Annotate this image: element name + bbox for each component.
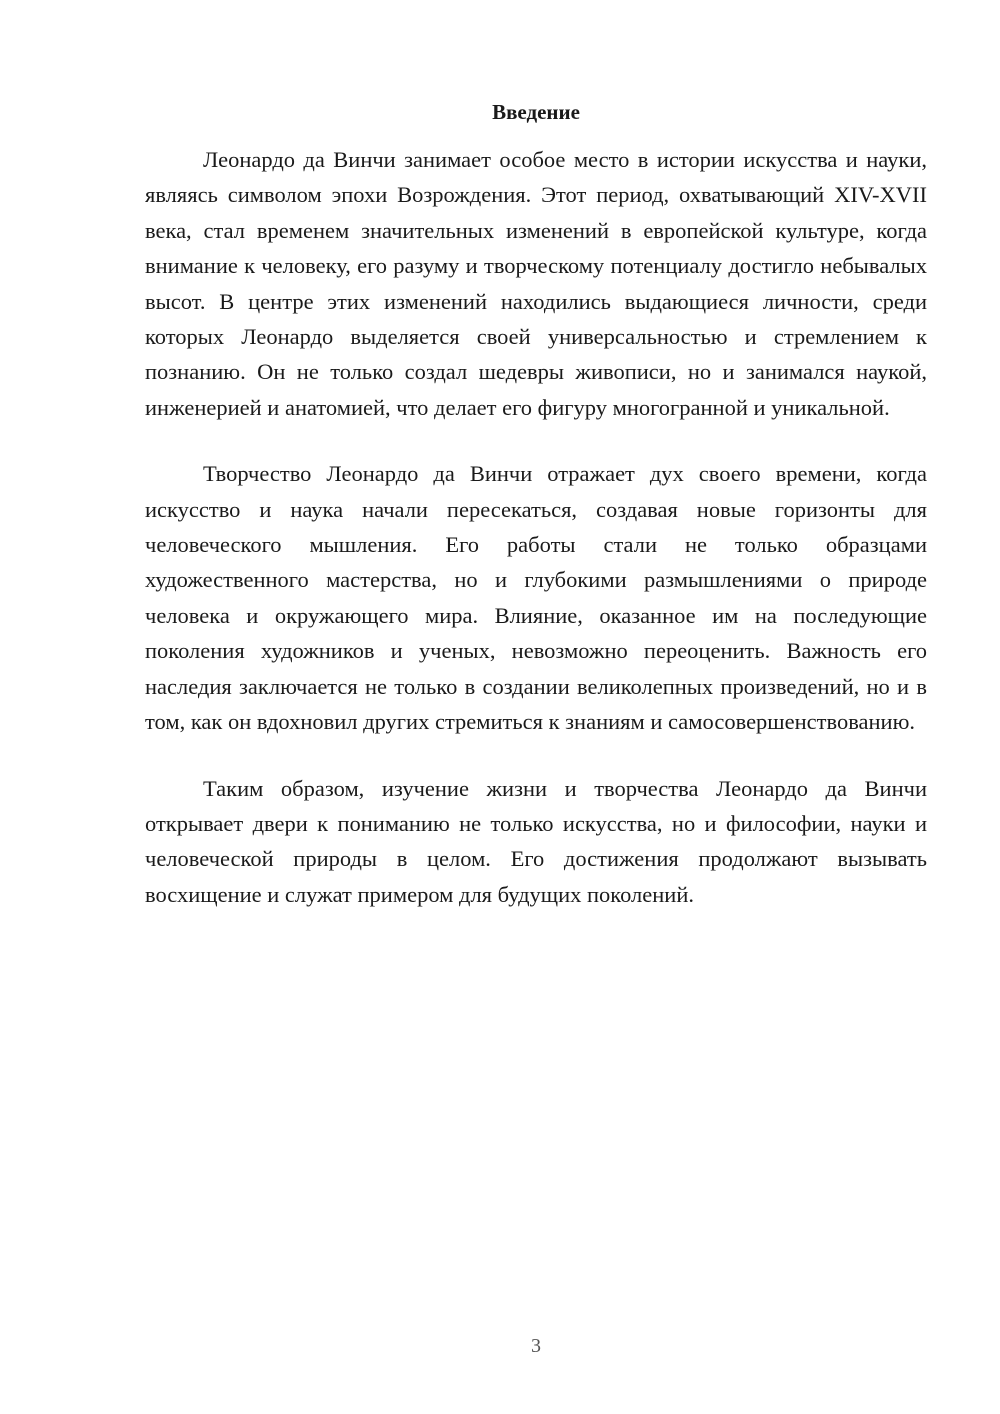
paragraph-1: Леонардо да Винчи занимает особое место в истории искусства и науки, являясь символом эпохи Возрождения. Этот период, охватывающий XIV-XVII века, стал временем значительных изменений в европейской культуре, когда внимание к человеку, его разуму и творческому потенциалу достигло небывалых высот. В центре этих изменений находились выдающиеся личности, среди которых Леонардо выделяется своей универсальностью и стремлением к познанию. Он не только создал шедевры живописи, но и занимался наукой, инженерией и анатомией, что делает его фигуру многогранной и уникальной. [145,147,927,420]
page-title: Введение [492,100,580,124]
paragraph-2: Творчество Леонардо да Винчи отражает дух своего времени, когда искусство и наука начали пересекаться, создавая новые горизонты для человеческого мышления. Его работы стали не только образцами художественного мастерства, но и глубокими размышлениями о природе человека и окружающего мира. Влияние, оказанное им на последующие поколения художников и ученых, невозможно переоценить. Важность его наследия заключается не только в создании великолепных произведений, но и в том, как он вдохновил других стремиться к знаниям и самосовершенствованию. [145,461,927,735]
paragraph-3: Таким образом, изучение жизни и творчества Леонардо да Винчи открывает двери к пониманию не только искусства, но и философии, науки и человеческой природы в целом. Его достижения продолжают вызывать восхищение и служат примером для будущих поколений. [145,775,927,907]
page-number: 3 [531,1335,541,1357]
body-text [145,142,927,943]
